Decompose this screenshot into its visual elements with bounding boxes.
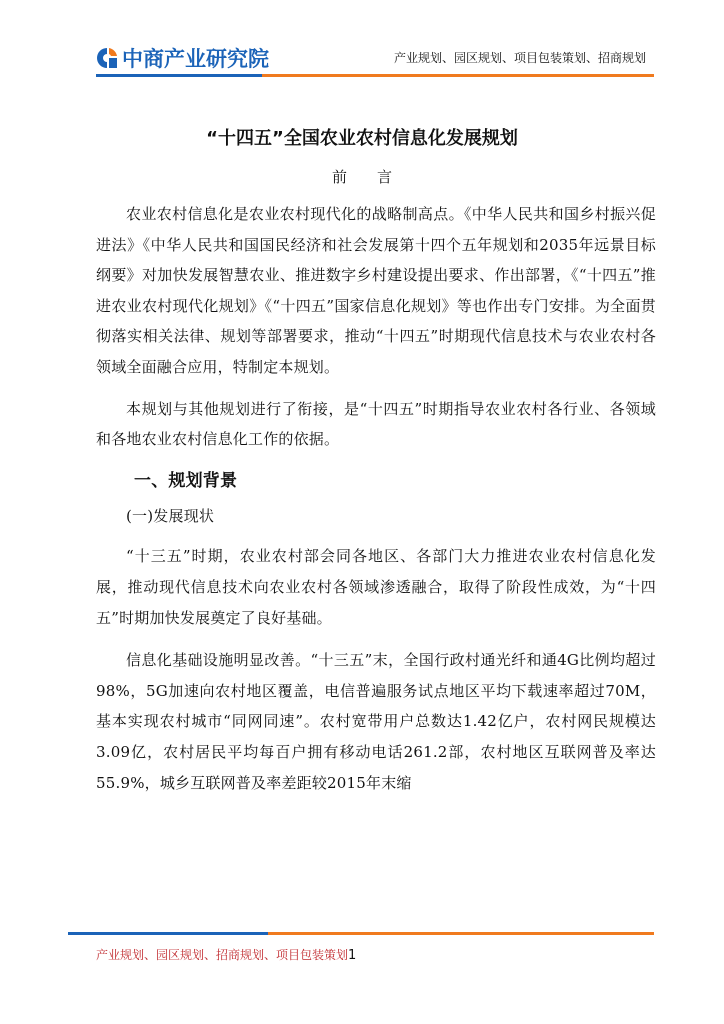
- page-number: 1: [348, 948, 357, 963]
- paragraph: 信息化基础设施明显改善。“十三五”末，全国行政村通光纤和通4G比例均超过98%，5G加速向农村地区覆盖，电信普遍服务试点地区平均下载速率超过70M，基本实现农村城市“同网同速”。农村宽带用户总数达1.42亿户，农村网民规模达3.09亿，农村居民平均每百户拥有移动电话261.2部，农村地区互联网普及率达55.9%，城乡互联网普及率差距较2015年末缩: [96, 651, 656, 792]
- logo: [94, 43, 269, 73]
- footer-tagline: 产业规划、园区规划、招商规划、项目包装策划: [96, 948, 349, 962]
- paragraph: 本规划与其他规划进行了衔接，是“十四五”时期指导农业农村各行业、各领域和各地农业农村信息化工作的依据。: [96, 399, 656, 449]
- page-header: [0, 0, 724, 84]
- paragraph: 农业农村信息化是农业农村现代化的战略制高点。《中华人民共和国乡村振兴促进法》《中华人民共和国国民经济和社会发展第十四个五年规划和2035年远景目标纲要》对加快发展智慧农业、推进数字乡村建设提出要求、作出部署，《“十四五”推进农业农村现代化规划》《“十四五”国家信息化规划》等也作出专门安排。为全面贯彻落实相关法律、规划等部署要求，推动“十四五”时期现代信息技术与农业农村各领域全面融合应用，特制定本规划。: [96, 205, 656, 376]
- preface-heading: 前言: [331, 168, 422, 186]
- page-footer: [96, 946, 356, 963]
- section-heading: 一、规划背景: [134, 470, 238, 491]
- header-rule-orange: [262, 74, 654, 77]
- subsection-heading: (一)发展现状: [126, 506, 215, 525]
- paragraph: “十三五”时期，农业农村部会同各地区、各部门大力推进农业农村信息化发展，推动现代信息技术向农业农村各领域渗透融合，取得了阶段性成效，为“十四五”时期加快发展奠定了良好基础。: [96, 547, 656, 627]
- header-tagline: 产业规划、园区规划、项目包装策划、招商规划: [393, 51, 646, 65]
- document-body: [96, 199, 656, 810]
- footer-rule-orange: [268, 932, 654, 935]
- header-rule-blue: [96, 74, 262, 77]
- document-title: “十四五”全国农业农村信息化发展规划: [206, 128, 518, 149]
- logo-text: 中商产业研究院: [122, 47, 269, 71]
- footer-rule-blue: [68, 932, 268, 935]
- logo-icon: [94, 45, 120, 71]
